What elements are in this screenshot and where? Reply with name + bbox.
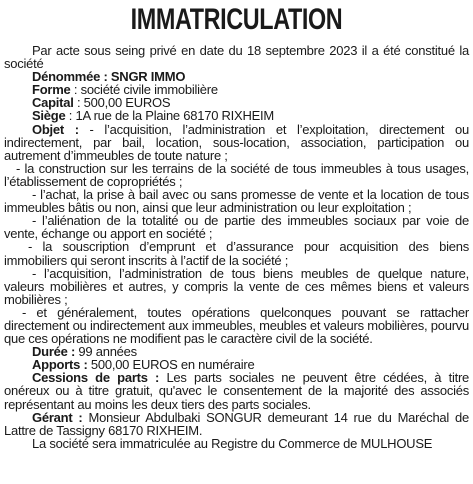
capital-label: Capital: [32, 95, 74, 111]
gerant-label: Gérant :: [32, 409, 83, 425]
objet-item-generalement: - et généralement, toutes opérations quelconques pouvant se rattacher directement ou indirectement aux immeubles, meubles et valeurs mobilières, pourvu que ces opérations ne modifient pas le caractère civil de la société.: [4, 304, 469, 347]
cessions-label: Cessions de parts :: [32, 370, 160, 386]
objet-item-alienation: - l’aliénation de la totalité ou de partie des immeubles sociaux par voie de vente, échange ou apport en société ;: [4, 213, 469, 242]
forme-label: Forme: [32, 82, 71, 98]
objet-text: - l’acquisition, l’administration et l’exploitation, directement ou indirectement, par bail, location, sous-location, association, participation ou autrement d’immeubles de toute nature ;: [4, 121, 469, 163]
forme-value: : société civile immobilière: [70, 82, 218, 98]
intro-paragraph: Par acte sous seing privé en date du 18 septembre 2023 il a été constitué la société: [4, 43, 469, 72]
objet-paragraph: [4, 123, 469, 162]
gerant-value: Monsieur Abdulbaki SONGUR demeurant 14 rue du Maréchal de Lattre de Tassigny 68170 RIXHEIM.: [4, 409, 470, 438]
objet-item-achat: - l’achat, la prise à bail avec ou sans promesse de vente et la location de tous immeubles bâtis ou non, ainsi que leur administration ou leur exploitation ;: [4, 187, 469, 216]
siege-label: Siège: [32, 108, 66, 124]
apports-label: Apports :: [32, 357, 88, 373]
objet-item-acquisition: - l’acquisition, l’administration de tous biens meubles de quelque nature, valeurs mobilières et autres, y compris la vente de ces mêmes biens et valeurs mobilières ;: [4, 265, 469, 307]
objet-label: Objet :: [32, 121, 79, 137]
notice-title: IMMATRICULATION: [130, 3, 343, 36]
cessions-value: Les parts sociales ne peuvent être cédées, à titre onéreux ou à titre gratuit, qu'avec le consentement de la majorité des associés représentant au moins les deux tiers des parts sociales.: [4, 370, 470, 412]
duree-label: Durée :: [32, 344, 76, 360]
objet-item-souscription: - la souscription d’emprunt et d’assurance pour acquisition des biens immobiliers qui seront inscrits à l’actif de la société ;: [4, 239, 469, 268]
siege-value: : 1A rue de la Plaine 68170 RIXHEIM: [65, 108, 274, 124]
objet-item-construction: - la construction sur les terrains de la société de tous immeubles à tous usages, l’établissement de copropriétés ;: [4, 160, 469, 189]
denomination-label: Dénommée : SNGR IMMO: [32, 69, 186, 85]
duree-value: 99 années: [75, 344, 137, 360]
gerant-paragraph: [4, 411, 469, 437]
capital-value: : 500,00 EUROS: [73, 95, 171, 111]
apports-value: 500,00 EUROS en numéraire: [87, 357, 255, 373]
closing-paragraph: La société sera immatriculée au Registre du Commerce de MULHOUSE: [32, 435, 433, 451]
cessions-paragraph: [4, 371, 469, 410]
